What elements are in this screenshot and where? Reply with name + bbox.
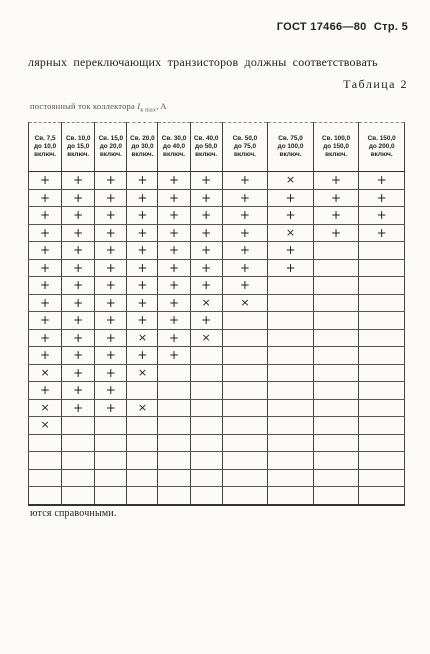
table-cell: + bbox=[190, 277, 222, 295]
column-header-line: до 40,0 bbox=[162, 143, 186, 150]
table-cell: + bbox=[62, 172, 95, 190]
column-header-line: включ. bbox=[67, 151, 90, 158]
table-row bbox=[29, 242, 405, 260]
column-header-line: Св. 10,0 bbox=[65, 135, 91, 142]
table-cell: × bbox=[190, 329, 222, 347]
table-cell bbox=[62, 452, 95, 470]
table-cell: + bbox=[62, 259, 95, 277]
table-row bbox=[29, 417, 405, 435]
column-header-line: Св. 15,0 bbox=[98, 135, 124, 142]
table-cell: + bbox=[268, 242, 314, 260]
table-cell bbox=[95, 434, 127, 452]
table-cell bbox=[158, 469, 190, 487]
table-cell: + bbox=[95, 259, 127, 277]
table-cell: + bbox=[190, 207, 222, 225]
table-cell: + bbox=[222, 207, 268, 225]
table-cell: + bbox=[222, 172, 268, 190]
table-cell bbox=[313, 294, 359, 312]
table-cell bbox=[359, 242, 405, 260]
footer-text: ются справочными. bbox=[30, 508, 117, 519]
table-cell: + bbox=[127, 224, 158, 242]
column-header-line: до 20,0 bbox=[99, 143, 122, 150]
table-cell bbox=[222, 347, 268, 365]
table-cell: + bbox=[268, 207, 314, 225]
table-cell bbox=[359, 364, 405, 382]
column-header-line: Св. 20,0 bbox=[130, 135, 155, 142]
table-cell: + bbox=[158, 294, 190, 312]
table-cell: + bbox=[95, 312, 127, 330]
table-cell: + bbox=[62, 312, 95, 330]
table-cell bbox=[127, 434, 158, 452]
table-cell: + bbox=[95, 399, 127, 417]
table-subtitle-main: постоянный ток коллектора bbox=[30, 101, 135, 111]
table-cell bbox=[268, 469, 314, 487]
table-subtitle-sub: к max bbox=[140, 107, 157, 114]
table-cell bbox=[313, 364, 359, 382]
column-header bbox=[127, 123, 158, 172]
table-cell bbox=[158, 452, 190, 470]
table-cell bbox=[268, 382, 314, 400]
table-cell: × bbox=[127, 329, 158, 347]
table-cell: + bbox=[95, 294, 127, 312]
table-cell bbox=[268, 417, 314, 435]
table-cell bbox=[222, 382, 268, 400]
table-cell: + bbox=[95, 242, 127, 260]
table-cell: + bbox=[95, 189, 127, 207]
table-cell bbox=[268, 312, 314, 330]
table-cell: × bbox=[127, 364, 158, 382]
table-cell: + bbox=[62, 382, 95, 400]
table-cell: × bbox=[268, 224, 314, 242]
table-cell: + bbox=[29, 277, 62, 295]
table-cell bbox=[313, 382, 359, 400]
table-cell bbox=[268, 364, 314, 382]
table-body bbox=[29, 172, 405, 505]
table-subtitle-symbol: I bbox=[137, 101, 141, 111]
table-cell bbox=[222, 452, 268, 470]
table-cell: + bbox=[29, 382, 62, 400]
table-row bbox=[29, 189, 405, 207]
table-cell bbox=[313, 277, 359, 295]
table-cell bbox=[190, 469, 222, 487]
table-cell: + bbox=[29, 189, 62, 207]
table-cell bbox=[222, 329, 268, 347]
column-header bbox=[158, 123, 190, 172]
table-row bbox=[29, 329, 405, 347]
table-cell bbox=[127, 469, 158, 487]
intro-text: лярных переключающих транзисторов должны соответствовать bbox=[28, 55, 378, 69]
table-cell: + bbox=[127, 277, 158, 295]
table-cell bbox=[158, 417, 190, 435]
table-cell: + bbox=[158, 207, 190, 225]
table-cell: + bbox=[29, 172, 62, 190]
table-cell bbox=[29, 469, 62, 487]
table-cell bbox=[268, 277, 314, 295]
table-cell: + bbox=[359, 172, 405, 190]
table-cell: × bbox=[29, 417, 62, 435]
table-cell bbox=[359, 347, 405, 365]
table-cell bbox=[359, 277, 405, 295]
table-cell: × bbox=[29, 399, 62, 417]
table-cell bbox=[29, 487, 62, 505]
table-cell bbox=[359, 399, 405, 417]
column-header-line: до 100,0 bbox=[277, 143, 304, 150]
column-header bbox=[95, 123, 127, 172]
table-cell: + bbox=[313, 172, 359, 190]
table-cell: + bbox=[158, 242, 190, 260]
table-cell bbox=[313, 259, 359, 277]
column-header-line: включ. bbox=[325, 151, 348, 158]
table-cell: + bbox=[158, 259, 190, 277]
table-cell: + bbox=[359, 189, 405, 207]
table-cell: + bbox=[190, 224, 222, 242]
table-cell: + bbox=[62, 399, 95, 417]
table-cell: + bbox=[29, 224, 62, 242]
table-cell: × bbox=[268, 172, 314, 190]
table-cell bbox=[313, 487, 359, 505]
table-row bbox=[29, 434, 405, 452]
column-header-line: до 10,0 bbox=[33, 143, 57, 150]
column-header-line: до 50,0 bbox=[195, 143, 218, 150]
table-cell: + bbox=[62, 294, 95, 312]
table-cell bbox=[95, 487, 127, 505]
table-cell: × bbox=[222, 294, 268, 312]
table-cell bbox=[190, 347, 222, 365]
table-cell bbox=[222, 312, 268, 330]
table-cell: + bbox=[29, 347, 62, 365]
table-row bbox=[29, 452, 405, 470]
table-cell: + bbox=[62, 364, 95, 382]
table-cell: + bbox=[62, 277, 95, 295]
column-header-line: включ. bbox=[163, 151, 185, 158]
table-cell bbox=[268, 399, 314, 417]
table-cell: + bbox=[222, 259, 268, 277]
table-cell: + bbox=[190, 242, 222, 260]
table-cell bbox=[62, 487, 95, 505]
table-cell: + bbox=[29, 242, 62, 260]
table-cell: + bbox=[62, 347, 95, 365]
table-cell bbox=[158, 382, 190, 400]
table-cell: + bbox=[29, 294, 62, 312]
table-cell: + bbox=[62, 242, 95, 260]
table-cell bbox=[127, 452, 158, 470]
table-cell: + bbox=[313, 224, 359, 242]
table-cell bbox=[359, 417, 405, 435]
table-cell bbox=[127, 417, 158, 435]
column-header-line: Св. 75,0 bbox=[278, 135, 303, 142]
table-cell bbox=[359, 487, 405, 505]
column-header bbox=[190, 123, 222, 172]
table-cell bbox=[62, 417, 95, 435]
table-cell bbox=[313, 452, 359, 470]
table-cell: + bbox=[127, 312, 158, 330]
table-cell: + bbox=[127, 207, 158, 225]
table-cell: + bbox=[158, 224, 190, 242]
table-cell: + bbox=[127, 294, 158, 312]
table-cell: + bbox=[359, 224, 405, 242]
table-cell: + bbox=[190, 312, 222, 330]
table-cell: + bbox=[95, 277, 127, 295]
table-row bbox=[29, 487, 405, 505]
table-cell bbox=[62, 469, 95, 487]
table-row bbox=[29, 172, 405, 190]
table-row bbox=[29, 294, 405, 312]
table-cell bbox=[359, 434, 405, 452]
table-cell bbox=[190, 434, 222, 452]
table-cell: + bbox=[313, 207, 359, 225]
column-header-line: до 30,0 bbox=[131, 143, 154, 150]
table-cell bbox=[268, 347, 314, 365]
table-cell: + bbox=[62, 189, 95, 207]
column-header bbox=[268, 123, 314, 172]
table-cell bbox=[313, 329, 359, 347]
table-cell bbox=[127, 382, 158, 400]
table-cell bbox=[95, 469, 127, 487]
table-cell bbox=[29, 434, 62, 452]
table-row bbox=[29, 469, 405, 487]
table-row bbox=[29, 224, 405, 242]
column-header-line: включ. bbox=[131, 151, 154, 158]
table-cell bbox=[158, 487, 190, 505]
table-cell bbox=[190, 417, 222, 435]
table-cell bbox=[222, 434, 268, 452]
column-header-line: включ. bbox=[99, 151, 122, 158]
column-header-line: до 200,0 bbox=[368, 143, 395, 150]
table-subtitle bbox=[30, 101, 167, 114]
table-cell: + bbox=[95, 207, 127, 225]
column-header-line: Св. 40,0 bbox=[193, 135, 219, 142]
table-cell bbox=[268, 452, 314, 470]
table-cell bbox=[222, 487, 268, 505]
column-header-line: Св. 100,0 bbox=[322, 135, 351, 142]
table-cell: + bbox=[95, 224, 127, 242]
table-cell: + bbox=[222, 277, 268, 295]
table-row bbox=[29, 277, 405, 295]
table-cell: + bbox=[158, 329, 190, 347]
table-cell bbox=[313, 242, 359, 260]
table-cell: + bbox=[95, 382, 127, 400]
table-cell: + bbox=[29, 259, 62, 277]
table-row bbox=[29, 364, 405, 382]
table-cell: + bbox=[62, 207, 95, 225]
column-header bbox=[62, 123, 95, 172]
table-cell: + bbox=[95, 347, 127, 365]
table-cell: + bbox=[95, 364, 127, 382]
table-cell bbox=[359, 329, 405, 347]
table-cell bbox=[268, 294, 314, 312]
column-header-line: включ. bbox=[370, 151, 393, 158]
table-cell: + bbox=[222, 224, 268, 242]
table-cell: + bbox=[158, 172, 190, 190]
table-row bbox=[29, 347, 405, 365]
table-cell bbox=[313, 347, 359, 365]
table-cell: + bbox=[95, 172, 127, 190]
column-header-line: до 75,0 bbox=[233, 143, 257, 150]
table-cell: + bbox=[127, 242, 158, 260]
table-cell bbox=[313, 399, 359, 417]
table-cell: + bbox=[313, 189, 359, 207]
table-cell: + bbox=[158, 312, 190, 330]
table-cell: + bbox=[62, 224, 95, 242]
table-cell: + bbox=[268, 189, 314, 207]
column-header-line: Св. 50,0 bbox=[232, 135, 258, 142]
column-header-line: Св. 150,0 bbox=[367, 135, 396, 142]
table-cell bbox=[313, 417, 359, 435]
standard-number: ГОСТ 17466—80 bbox=[276, 21, 367, 33]
table-cell: + bbox=[29, 329, 62, 347]
table-cell: + bbox=[158, 189, 190, 207]
table-cell bbox=[313, 469, 359, 487]
table-cell: + bbox=[158, 277, 190, 295]
column-header bbox=[359, 123, 405, 172]
table-row bbox=[29, 382, 405, 400]
column-header-line: Св. 7,5 bbox=[34, 135, 56, 142]
table-cell bbox=[359, 382, 405, 400]
table-cell bbox=[190, 487, 222, 505]
page-number: Стр. 5 bbox=[373, 21, 408, 33]
data-table bbox=[28, 122, 405, 506]
column-header-line: включ. bbox=[34, 151, 57, 158]
column-header-line: включ. bbox=[279, 151, 302, 158]
column-header-line: до 15,0 bbox=[67, 143, 90, 150]
table-cell: × bbox=[190, 294, 222, 312]
table-cell bbox=[190, 399, 222, 417]
table-cell bbox=[268, 487, 314, 505]
table-cell bbox=[222, 364, 268, 382]
table-cell: + bbox=[127, 172, 158, 190]
table-cell bbox=[29, 452, 62, 470]
column-header-line: до 150,0 bbox=[323, 143, 349, 150]
table-cell bbox=[268, 434, 314, 452]
table-header-row bbox=[29, 123, 405, 172]
table-cell: + bbox=[127, 259, 158, 277]
column-header-line: Св. 30,0 bbox=[161, 135, 187, 142]
page-header bbox=[273, 21, 408, 33]
column-header bbox=[29, 123, 62, 172]
table-cell bbox=[190, 364, 222, 382]
table-cell: + bbox=[190, 259, 222, 277]
table-cell: + bbox=[222, 242, 268, 260]
table-cell: + bbox=[29, 312, 62, 330]
table-cell bbox=[268, 329, 314, 347]
table-row bbox=[29, 207, 405, 225]
table-cell bbox=[190, 452, 222, 470]
table-cell bbox=[95, 417, 127, 435]
table-cell bbox=[158, 434, 190, 452]
table-row bbox=[29, 399, 405, 417]
table-cell: + bbox=[222, 189, 268, 207]
table-cell: + bbox=[268, 259, 314, 277]
column-header-line: включ. bbox=[233, 151, 256, 158]
table-cell: + bbox=[190, 172, 222, 190]
table-subtitle-rest: , A bbox=[156, 101, 167, 111]
table-cell: × bbox=[127, 399, 158, 417]
table-row bbox=[29, 312, 405, 330]
table-cell bbox=[158, 399, 190, 417]
table-cell bbox=[359, 294, 405, 312]
table-cell: + bbox=[127, 189, 158, 207]
table-cell bbox=[359, 259, 405, 277]
table-cell: + bbox=[127, 347, 158, 365]
table-cell bbox=[222, 417, 268, 435]
table-cell bbox=[222, 469, 268, 487]
table-cell: + bbox=[62, 329, 95, 347]
column-header-line: включ. bbox=[195, 151, 218, 158]
table-cell bbox=[62, 434, 95, 452]
table-cell bbox=[95, 452, 127, 470]
table-cell: + bbox=[29, 207, 62, 225]
table-cell bbox=[359, 469, 405, 487]
table-cell bbox=[222, 399, 268, 417]
table-cell: + bbox=[190, 189, 222, 207]
table-cell: + bbox=[95, 329, 127, 347]
table-cell bbox=[359, 452, 405, 470]
table-caption: Таблица 2 bbox=[343, 77, 408, 91]
column-header bbox=[313, 123, 359, 172]
table-cell bbox=[127, 487, 158, 505]
table-cell bbox=[359, 312, 405, 330]
table-row bbox=[29, 259, 405, 277]
table-cell bbox=[313, 312, 359, 330]
column-header bbox=[222, 123, 268, 172]
table-cell: + bbox=[359, 207, 405, 225]
table-cell bbox=[190, 382, 222, 400]
table-cell bbox=[158, 364, 190, 382]
table-cell bbox=[313, 434, 359, 452]
table-cell: × bbox=[29, 364, 62, 382]
table-cell: + bbox=[158, 347, 190, 365]
